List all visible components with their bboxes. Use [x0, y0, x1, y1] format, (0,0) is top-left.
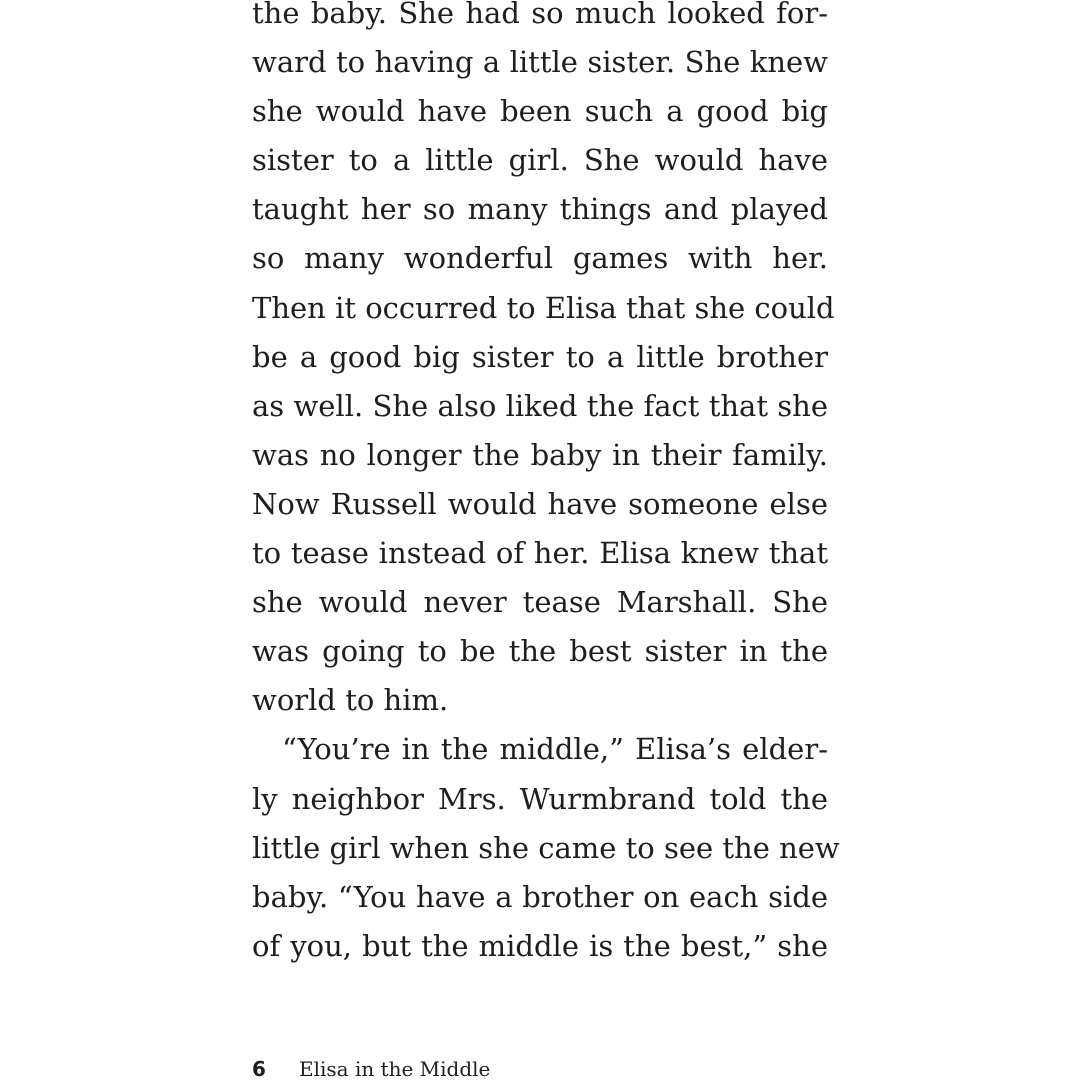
text-line: sister to a little girl. She would have: [252, 143, 828, 178]
text-line: the baby. She had so much looked for-: [252, 0, 828, 30]
text-line: so many wonderful games with her.: [252, 241, 828, 276]
text-line: of you, but the middle is the best,” she: [252, 928, 828, 963]
text-line: Then it occurred to Elisa that she could: [252, 290, 835, 325]
text-line: ly neighbor Mrs. Wurmbrand told the: [252, 781, 828, 816]
text-line: she would have been such a good big: [252, 94, 828, 129]
running-title: Elisa in the Middle: [299, 1057, 491, 1081]
text-line: be a good big sister to a little brother: [252, 339, 828, 374]
text-line: baby. “You have a brother on each side: [252, 879, 828, 914]
body-text: [252, 0, 840, 971]
paragraph-start-line: “You’re in the middle,” Elisa’s elder-: [282, 732, 828, 767]
text-line: taught her so many things and played: [252, 192, 828, 227]
text-line: little girl when she came to see the new: [252, 830, 840, 865]
page-number: 6: [252, 1057, 266, 1081]
text-line: was no longer the baby in their family.: [252, 437, 828, 472]
text-line: Now Russell would have someone else: [252, 486, 828, 521]
paragraph-end-line: world to him.: [252, 683, 449, 718]
text-line: she would never tease Marshall. She: [252, 585, 828, 620]
text-line: ward to having a little sister. She knew: [252, 45, 828, 80]
text-line: as well. She also liked the fact that she: [252, 388, 828, 423]
page-footer: [252, 1057, 490, 1087]
text-line: to tease instead of her. Elisa knew that: [252, 536, 828, 571]
text-line: was going to be the best sister in the: [252, 634, 828, 669]
